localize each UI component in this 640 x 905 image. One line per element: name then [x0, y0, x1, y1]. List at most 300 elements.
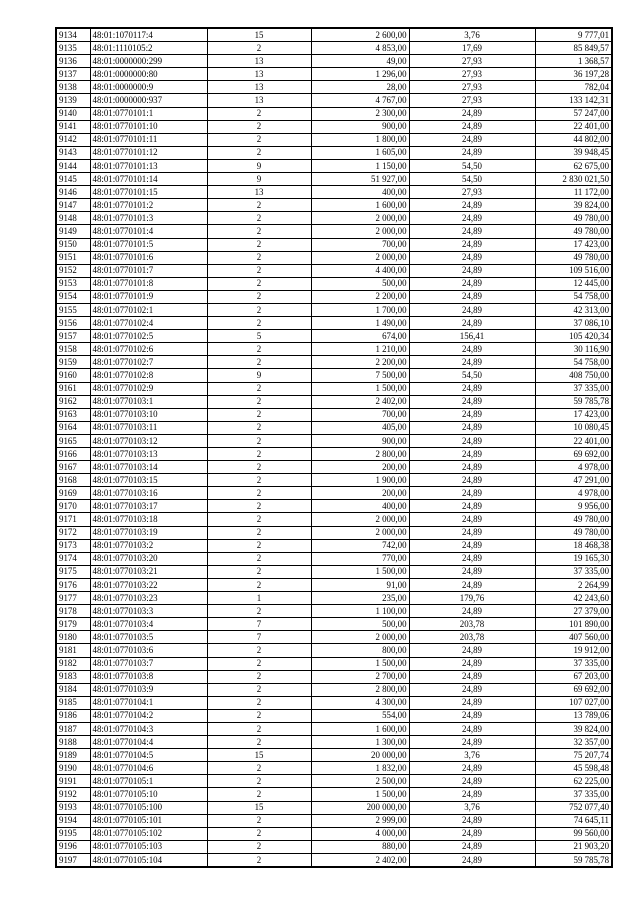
- cadastral-value-cell: 39 824,00: [535, 199, 612, 212]
- row-number-cell: 9160: [56, 369, 90, 382]
- table-row: [56, 343, 612, 356]
- cadastral-value-cell: 85 849,57: [535, 42, 612, 55]
- table-row: [56, 107, 612, 120]
- cadastral-number-cell: 48:01:0770102:6: [90, 343, 207, 356]
- area-value-cell: 2 200,00: [311, 290, 409, 303]
- cadastral-value-cell: 17 423,00: [535, 238, 612, 251]
- cadastral-number-cell: 48:01:0770102:4: [90, 317, 207, 330]
- cadastral-number-cell: 48:01:0770103:13: [90, 448, 207, 461]
- category-code-cell: 9: [207, 173, 311, 186]
- cadastral-value-cell: 22 401,00: [535, 434, 612, 447]
- specific-value-cell: 17,69: [409, 42, 535, 55]
- cadastral-number-cell: 48:01:0770103:7: [90, 657, 207, 670]
- category-code-cell: 2: [207, 657, 311, 670]
- cadastral-value-cell: 49 780,00: [535, 225, 612, 238]
- cadastral-number-cell: 48:01:0770103:18: [90, 513, 207, 526]
- cadastral-number-cell: 48:01:0770105:1: [90, 775, 207, 788]
- category-code-cell: 2: [207, 853, 311, 867]
- specific-value-cell: 24,89: [409, 290, 535, 303]
- cadastral-value-cell: 75 207,74: [535, 749, 612, 762]
- category-code-cell: 2: [207, 500, 311, 513]
- specific-value-cell: 24,89: [409, 303, 535, 316]
- area-value-cell: 7 500,00: [311, 369, 409, 382]
- area-value-cell: 2 999,00: [311, 814, 409, 827]
- row-number-cell: 9173: [56, 539, 90, 552]
- category-code-cell: 2: [207, 736, 311, 749]
- cadastral-value-cell: 37 335,00: [535, 382, 612, 395]
- cadastral-value-cell: 19 912,00: [535, 644, 612, 657]
- specific-value-cell: 24,89: [409, 827, 535, 840]
- category-code-cell: 2: [207, 670, 311, 683]
- category-code-cell: 2: [207, 474, 311, 487]
- category-code-cell: 2: [207, 513, 311, 526]
- table-row: [56, 853, 612, 867]
- category-code-cell: 2: [207, 238, 311, 251]
- table-row: [56, 55, 612, 68]
- table-row: [56, 173, 612, 186]
- cadastral-number-cell: 48:01:0770101:7: [90, 264, 207, 277]
- table-row: [56, 749, 612, 762]
- specific-value-cell: 24,89: [409, 212, 535, 225]
- cadastral-number-cell: 48:01:0770103:1: [90, 395, 207, 408]
- area-value-cell: 554,00: [311, 709, 409, 722]
- specific-value-cell: 24,89: [409, 539, 535, 552]
- category-code-cell: 2: [207, 212, 311, 225]
- table-row: [56, 369, 612, 382]
- specific-value-cell: 24,89: [409, 343, 535, 356]
- cadastral-number-cell: 48:01:0770103:19: [90, 526, 207, 539]
- area-value-cell: 4 853,00: [311, 42, 409, 55]
- cadastral-number-cell: 48:01:1070117:4: [90, 28, 207, 42]
- row-number-cell: 9174: [56, 552, 90, 565]
- table-row: [56, 840, 612, 853]
- specific-value-cell: 27,93: [409, 186, 535, 199]
- row-number-cell: 9156: [56, 317, 90, 330]
- category-code-cell: 2: [207, 408, 311, 421]
- category-code-cell: 2: [207, 788, 311, 801]
- row-number-cell: 9146: [56, 186, 90, 199]
- category-code-cell: 2: [207, 552, 311, 565]
- specific-value-cell: 24,89: [409, 762, 535, 775]
- category-code-cell: 2: [207, 133, 311, 146]
- table-row: [56, 303, 612, 316]
- specific-value-cell: 24,89: [409, 408, 535, 421]
- category-code-cell: 2: [207, 722, 311, 735]
- table-body: [56, 28, 612, 867]
- specific-value-cell: 24,89: [409, 644, 535, 657]
- row-number-cell: 9171: [56, 513, 90, 526]
- table-row: [56, 94, 612, 107]
- cadastral-value-cell: 18 468,38: [535, 539, 612, 552]
- specific-value-cell: 203,78: [409, 631, 535, 644]
- row-number-cell: 9147: [56, 199, 90, 212]
- cadastral-value-cell: 39 948,45: [535, 146, 612, 159]
- table-row: [56, 631, 612, 644]
- row-number-cell: 9188: [56, 736, 90, 749]
- specific-value-cell: 24,89: [409, 788, 535, 801]
- cadastral-value-cell: 27 379,00: [535, 605, 612, 618]
- category-code-cell: 2: [207, 827, 311, 840]
- category-code-cell: 2: [207, 683, 311, 696]
- specific-value-cell: 3,76: [409, 28, 535, 42]
- area-value-cell: 200,00: [311, 487, 409, 500]
- category-code-cell: 15: [207, 749, 311, 762]
- specific-value-cell: 24,89: [409, 421, 535, 434]
- specific-value-cell: 24,89: [409, 448, 535, 461]
- table-row: [56, 565, 612, 578]
- area-value-cell: 4 767,00: [311, 94, 409, 107]
- specific-value-cell: 179,76: [409, 592, 535, 605]
- row-number-cell: 9187: [56, 722, 90, 735]
- cadastral-number-cell: 48:01:0770101:15: [90, 186, 207, 199]
- specific-value-cell: 24,89: [409, 395, 535, 408]
- cadastral-value-cell: 59 785,78: [535, 395, 612, 408]
- table-row: [56, 775, 612, 788]
- cadastral-number-cell: 48:01:0000000:80: [90, 68, 207, 81]
- area-value-cell: 235,00: [311, 592, 409, 605]
- row-number-cell: 9151: [56, 251, 90, 264]
- cadastral-value-cell: 752 077,40: [535, 801, 612, 814]
- row-number-cell: 9164: [56, 421, 90, 434]
- specific-value-cell: 24,89: [409, 670, 535, 683]
- area-value-cell: 1 210,00: [311, 343, 409, 356]
- table-row: [56, 722, 612, 735]
- area-value-cell: 700,00: [311, 238, 409, 251]
- cadastral-value-cell: 44 802,00: [535, 133, 612, 146]
- table-row: [56, 290, 612, 303]
- cadastral-number-cell: 48:01:0770104:5: [90, 749, 207, 762]
- table-row: [56, 42, 612, 55]
- specific-value-cell: 24,89: [409, 605, 535, 618]
- cadastral-value-cell: 12 445,00: [535, 277, 612, 290]
- table-row: [56, 474, 612, 487]
- area-value-cell: 2 800,00: [311, 448, 409, 461]
- table-row: [56, 448, 612, 461]
- row-number-cell: 9143: [56, 146, 90, 159]
- area-value-cell: 2 000,00: [311, 513, 409, 526]
- area-value-cell: 2 000,00: [311, 526, 409, 539]
- area-value-cell: 4 000,00: [311, 827, 409, 840]
- category-code-cell: 2: [207, 578, 311, 591]
- table-row: [56, 356, 612, 369]
- cadastral-value-cell: 9 956,00: [535, 500, 612, 513]
- cadastral-number-cell: 48:01:0770103:6: [90, 644, 207, 657]
- specific-value-cell: 24,89: [409, 264, 535, 277]
- row-number-cell: 9148: [56, 212, 90, 225]
- area-value-cell: 20 000,00: [311, 749, 409, 762]
- table-row: [56, 500, 612, 513]
- row-number-cell: 9139: [56, 94, 90, 107]
- specific-value-cell: 24,89: [409, 199, 535, 212]
- table-row: [56, 801, 612, 814]
- specific-value-cell: 24,89: [409, 461, 535, 474]
- cadastral-value-cell: 30 116,90: [535, 343, 612, 356]
- cadastral-value-cell: 54 758,00: [535, 290, 612, 303]
- area-value-cell: 1 500,00: [311, 565, 409, 578]
- cadastral-value-cell: 21 903,20: [535, 840, 612, 853]
- cadastral-number-cell: 48:01:0770102:8: [90, 369, 207, 382]
- cadastral-value-cell: 42 243,60: [535, 592, 612, 605]
- row-number-cell: 9193: [56, 801, 90, 814]
- table-row: [56, 788, 612, 801]
- category-code-cell: 13: [207, 55, 311, 68]
- area-value-cell: 1 150,00: [311, 159, 409, 172]
- category-code-cell: 2: [207, 487, 311, 500]
- table-row: [56, 28, 612, 42]
- table-row: [56, 618, 612, 631]
- area-value-cell: 500,00: [311, 618, 409, 631]
- specific-value-cell: 24,89: [409, 513, 535, 526]
- specific-value-cell: 3,76: [409, 801, 535, 814]
- category-code-cell: 2: [207, 251, 311, 264]
- table-row: [56, 81, 612, 94]
- cadastral-value-cell: 54 758,00: [535, 356, 612, 369]
- specific-value-cell: 24,89: [409, 853, 535, 867]
- category-code-cell: 2: [207, 107, 311, 120]
- area-value-cell: 674,00: [311, 330, 409, 343]
- cadastral-value-cell: 105 420,34: [535, 330, 612, 343]
- cadastral-number-cell: 48:01:0770101:2: [90, 199, 207, 212]
- row-number-cell: 9157: [56, 330, 90, 343]
- specific-value-cell: 24,89: [409, 133, 535, 146]
- row-number-cell: 9185: [56, 696, 90, 709]
- specific-value-cell: 24,89: [409, 657, 535, 670]
- category-code-cell: 2: [207, 42, 311, 55]
- table-row: [56, 330, 612, 343]
- table-row: [56, 238, 612, 251]
- category-code-cell: 15: [207, 801, 311, 814]
- table-row: [56, 578, 612, 591]
- category-code-cell: 2: [207, 565, 311, 578]
- row-number-cell: 9168: [56, 474, 90, 487]
- row-number-cell: 9189: [56, 749, 90, 762]
- cadastral-value-cell: 57 247,00: [535, 107, 612, 120]
- area-value-cell: 4 400,00: [311, 264, 409, 277]
- row-number-cell: 9162: [56, 395, 90, 408]
- category-code-cell: 2: [207, 605, 311, 618]
- specific-value-cell: 24,89: [409, 683, 535, 696]
- area-value-cell: 742,00: [311, 539, 409, 552]
- specific-value-cell: 24,89: [409, 552, 535, 565]
- category-code-cell: 7: [207, 631, 311, 644]
- row-number-cell: 9153: [56, 277, 90, 290]
- category-code-cell: 13: [207, 68, 311, 81]
- cadastral-value-cell: 49 780,00: [535, 212, 612, 225]
- row-number-cell: 9141: [56, 120, 90, 133]
- specific-value-cell: 24,89: [409, 107, 535, 120]
- cadastral-value-cell: 782,04: [535, 81, 612, 94]
- category-code-cell: 2: [207, 840, 311, 853]
- area-value-cell: 2 700,00: [311, 670, 409, 683]
- specific-value-cell: 24,89: [409, 814, 535, 827]
- cadastral-number-cell: 48:01:0770101:4: [90, 225, 207, 238]
- cadastral-number-cell: 48:01:0770101:3: [90, 212, 207, 225]
- area-value-cell: 1 800,00: [311, 133, 409, 146]
- area-value-cell: 700,00: [311, 408, 409, 421]
- area-value-cell: 400,00: [311, 500, 409, 513]
- area-value-cell: 880,00: [311, 840, 409, 853]
- row-number-cell: 9172: [56, 526, 90, 539]
- category-code-cell: 2: [207, 356, 311, 369]
- area-value-cell: 900,00: [311, 434, 409, 447]
- specific-value-cell: 156,41: [409, 330, 535, 343]
- table-row: [56, 513, 612, 526]
- area-value-cell: 1 300,00: [311, 736, 409, 749]
- category-code-cell: 2: [207, 448, 311, 461]
- category-code-cell: 2: [207, 120, 311, 133]
- area-value-cell: 1 900,00: [311, 474, 409, 487]
- table-row: [56, 526, 612, 539]
- row-number-cell: 9167: [56, 461, 90, 474]
- row-number-cell: 9192: [56, 788, 90, 801]
- cadastral-number-cell: 48:01:0770105:102: [90, 827, 207, 840]
- row-number-cell: 9155: [56, 303, 90, 316]
- cadastral-number-cell: 48:01:0770102:7: [90, 356, 207, 369]
- cadastral-value-cell: 49 780,00: [535, 526, 612, 539]
- cadastral-number-cell: 48:01:0770101:12: [90, 146, 207, 159]
- area-value-cell: 2 000,00: [311, 212, 409, 225]
- row-number-cell: 9186: [56, 709, 90, 722]
- cadastral-number-cell: 48:01:0770102:9: [90, 382, 207, 395]
- area-value-cell: 2 300,00: [311, 107, 409, 120]
- category-code-cell: 5: [207, 330, 311, 343]
- row-number-cell: 9194: [56, 814, 90, 827]
- specific-value-cell: 24,89: [409, 356, 535, 369]
- cadastral-value-table: [55, 27, 613, 868]
- table-row: [56, 382, 612, 395]
- table-row: [56, 199, 612, 212]
- category-code-cell: 2: [207, 303, 311, 316]
- cadastral-number-cell: 48:01:0770101:11: [90, 133, 207, 146]
- cadastral-number-cell: 48:01:0770102:1: [90, 303, 207, 316]
- row-number-cell: 9177: [56, 592, 90, 605]
- row-number-cell: 9169: [56, 487, 90, 500]
- category-code-cell: 2: [207, 395, 311, 408]
- table-row: [56, 225, 612, 238]
- cadastral-number-cell: 48:01:0770101:1: [90, 107, 207, 120]
- specific-value-cell: 54,50: [409, 173, 535, 186]
- cadastral-number-cell: 48:01:0770103:17: [90, 500, 207, 513]
- area-value-cell: 2 402,00: [311, 853, 409, 867]
- cadastral-number-cell: 48:01:0770105:100: [90, 801, 207, 814]
- area-value-cell: 51 927,00: [311, 173, 409, 186]
- cadastral-number-cell: 48:01:0770103:12: [90, 434, 207, 447]
- row-number-cell: 9134: [56, 28, 90, 42]
- cadastral-number-cell: 48:01:0770103:2: [90, 539, 207, 552]
- cadastral-value-cell: 22 401,00: [535, 120, 612, 133]
- row-number-cell: 9170: [56, 500, 90, 513]
- cadastral-value-cell: 49 780,00: [535, 251, 612, 264]
- table-row: [56, 762, 612, 775]
- area-value-cell: 200 000,00: [311, 801, 409, 814]
- cadastral-number-cell: 48:01:0770101:13: [90, 159, 207, 172]
- specific-value-cell: 24,89: [409, 709, 535, 722]
- table-row: [56, 251, 612, 264]
- cadastral-value-cell: 47 291,00: [535, 474, 612, 487]
- table-row: [56, 264, 612, 277]
- cadastral-number-cell: 48:01:0770104:4: [90, 736, 207, 749]
- table-row: [56, 539, 612, 552]
- table-row: [56, 421, 612, 434]
- area-value-cell: 400,00: [311, 186, 409, 199]
- area-value-cell: 28,00: [311, 81, 409, 94]
- cadastral-value-cell: 10 080,45: [535, 421, 612, 434]
- cadastral-value-cell: 59 785,78: [535, 853, 612, 867]
- cadastral-number-cell: 48:01:0770103:10: [90, 408, 207, 421]
- area-value-cell: 4 300,00: [311, 696, 409, 709]
- category-code-cell: 13: [207, 81, 311, 94]
- area-value-cell: 2 200,00: [311, 356, 409, 369]
- area-value-cell: 800,00: [311, 644, 409, 657]
- row-number-cell: 9197: [56, 853, 90, 867]
- table-row: [56, 133, 612, 146]
- area-value-cell: 1 100,00: [311, 605, 409, 618]
- area-value-cell: 770,00: [311, 552, 409, 565]
- cadastral-value-cell: 36 197,28: [535, 68, 612, 81]
- area-value-cell: 2 500,00: [311, 775, 409, 788]
- specific-value-cell: 24,89: [409, 487, 535, 500]
- specific-value-cell: 24,89: [409, 736, 535, 749]
- specific-value-cell: 24,89: [409, 434, 535, 447]
- category-code-cell: 2: [207, 290, 311, 303]
- table-row: [56, 159, 612, 172]
- table-row: [56, 552, 612, 565]
- table-row: [56, 395, 612, 408]
- category-code-cell: 9: [207, 369, 311, 382]
- cadastral-number-cell: 48:01:0770103:23: [90, 592, 207, 605]
- cadastral-number-cell: 48:01:0000000:9: [90, 81, 207, 94]
- table-row: [56, 408, 612, 421]
- specific-value-cell: 3,76: [409, 749, 535, 762]
- specific-value-cell: 24,89: [409, 146, 535, 159]
- cadastral-number-cell: 48:01:0770104:6: [90, 762, 207, 775]
- specific-value-cell: 24,89: [409, 722, 535, 735]
- cadastral-value-cell: 4 978,00: [535, 487, 612, 500]
- cadastral-value-cell: 407 560,00: [535, 631, 612, 644]
- cadastral-value-cell: 13 789,06: [535, 709, 612, 722]
- cadastral-number-cell: 48:01:0770104:1: [90, 696, 207, 709]
- area-value-cell: 2 600,00: [311, 28, 409, 42]
- cadastral-value-cell: 101 890,00: [535, 618, 612, 631]
- specific-value-cell: 24,89: [409, 526, 535, 539]
- row-number-cell: 9150: [56, 238, 90, 251]
- specific-value-cell: 24,89: [409, 317, 535, 330]
- cadastral-value-cell: 9 777,01: [535, 28, 612, 42]
- row-number-cell: 9181: [56, 644, 90, 657]
- row-number-cell: 9137: [56, 68, 90, 81]
- row-number-cell: 9195: [56, 827, 90, 840]
- area-value-cell: 1 700,00: [311, 303, 409, 316]
- cadastral-value-cell: 99 560,00: [535, 827, 612, 840]
- row-number-cell: 9184: [56, 683, 90, 696]
- cadastral-value-cell: 49 780,00: [535, 513, 612, 526]
- area-value-cell: 2 800,00: [311, 683, 409, 696]
- table-row: [56, 434, 612, 447]
- cadastral-value-cell: 62 225,00: [535, 775, 612, 788]
- cadastral-number-cell: 48:01:0770105:103: [90, 840, 207, 853]
- cadastral-value-cell: 37 086,10: [535, 317, 612, 330]
- row-number-cell: 9166: [56, 448, 90, 461]
- specific-value-cell: 24,89: [409, 251, 535, 264]
- row-number-cell: 9135: [56, 42, 90, 55]
- category-code-cell: 2: [207, 434, 311, 447]
- area-value-cell: 405,00: [311, 421, 409, 434]
- cadastral-number-cell: 48:01:0770103:20: [90, 552, 207, 565]
- category-code-cell: 13: [207, 186, 311, 199]
- cadastral-value-cell: 2 264,99: [535, 578, 612, 591]
- category-code-cell: 2: [207, 762, 311, 775]
- category-code-cell: 2: [207, 539, 311, 552]
